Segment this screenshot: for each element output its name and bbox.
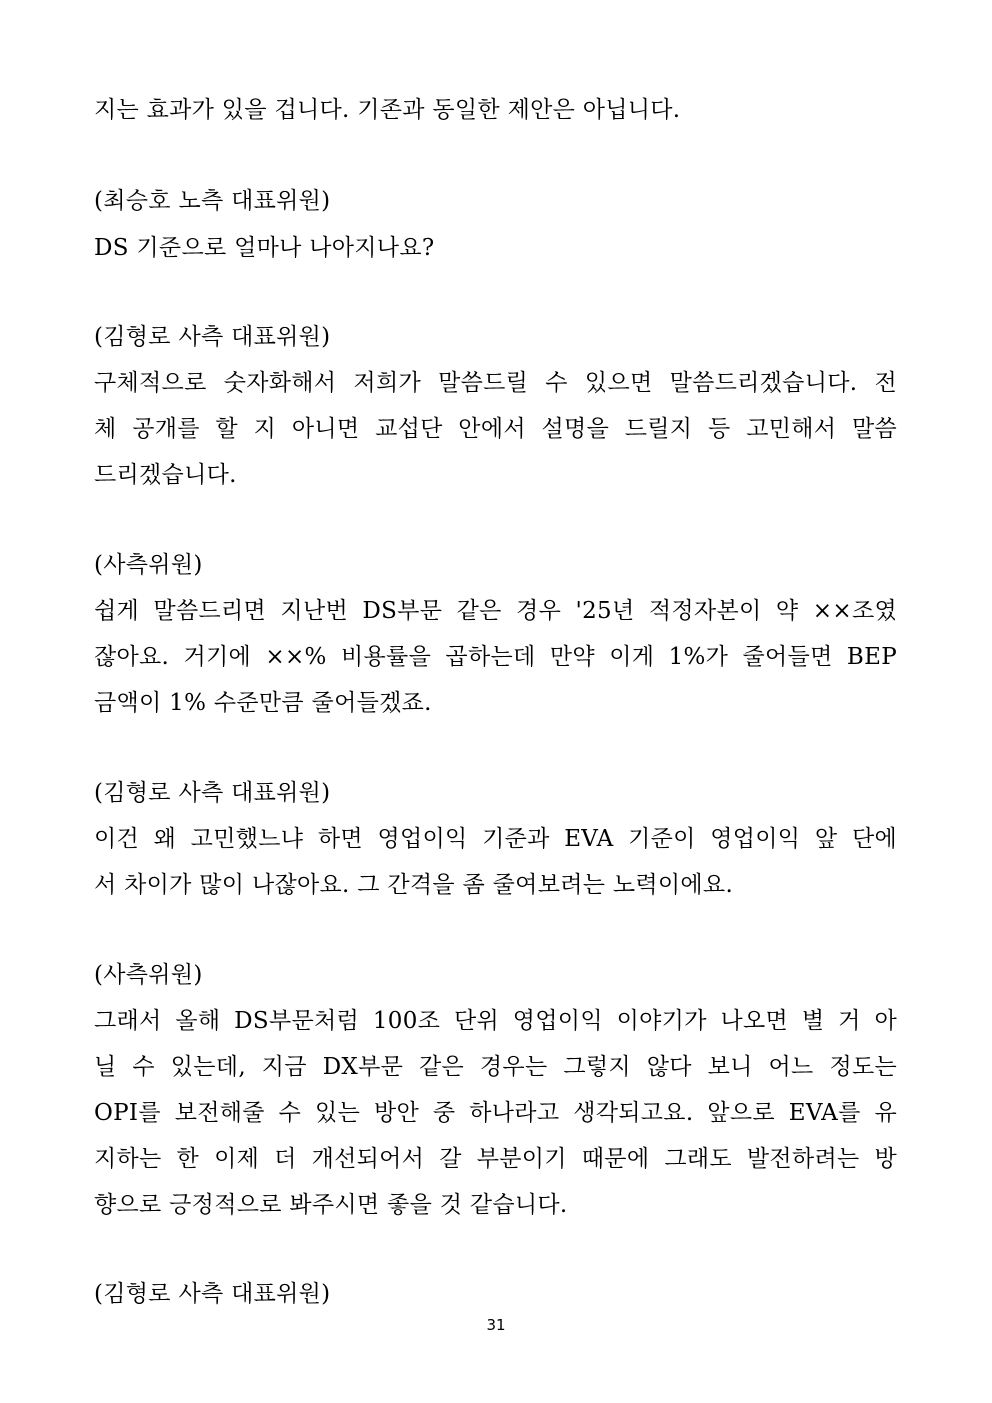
- paragraph-line: OPI를 보전해줄 수 있는 방안 중 하나라고 생각되고요. 앞으로 EVA를 유: [94, 1100, 897, 1126]
- paragraph-line: 그래서 올해 DS부문처럼 100조 단위 영업이익 이야기가 나오면 별 거 아: [94, 1008, 897, 1034]
- paragraph-line: 금액이 1% 수준만큼 줄어들겠죠.: [94, 690, 432, 716]
- speaker-label: (최승호 노측 대표위원): [94, 188, 331, 214]
- paragraph-line: 향으로 긍정적으로 봐주시면 좋을 것 같습니다.: [94, 1192, 568, 1218]
- speaker-label: (김형로 사측 대표위원): [94, 780, 331, 806]
- paragraph-line: 체 공개를 할 지 아니면 교섭단 안에서 설명을 드릴지 등 고민해서 말씀: [94, 416, 897, 442]
- paragraph-line: 닐 수 있는데, 지금 DX부문 같은 경우는 그렇지 않다 보니 어느 정도는: [94, 1054, 897, 1080]
- paragraph-line: 쉽게 말씀드리면 지난번 DS부문 같은 경우 '25년 적정자본이 약 ××조였: [94, 598, 897, 624]
- paragraph-line: DS 기준으로 얼마나 나아지나요?: [94, 235, 435, 261]
- speaker-label: (김형로 사측 대표위원): [94, 1281, 331, 1307]
- speaker-label: (김형로 사측 대표위원): [94, 324, 331, 350]
- paragraph-line: 잖아요. 거기에 ××% 비용률을 곱하는데 만약 이게 1%가 줄어들면 BEP: [94, 644, 897, 670]
- paragraph-line: 드리겠습니다.: [94, 462, 237, 488]
- speaker-label: (사측위원): [94, 552, 203, 578]
- page-number: 31: [486, 1316, 506, 1334]
- paragraph-line: 서 차이가 많이 나잖아요. 그 간격을 좀 줄여보려는 노력이에요.: [94, 872, 734, 898]
- paragraph-line: 구체적으로 숫자화해서 저희가 말씀드릴 수 있으면 말씀드리겠습니다. 전: [94, 370, 897, 396]
- paragraph-line: 지하는 한 이제 더 개선되어서 갈 부분이기 때문에 그래도 발전하려는 방: [94, 1146, 897, 1172]
- speaker-label: (사측위원): [94, 962, 203, 988]
- paragraph-line: 이건 왜 고민했느냐 하면 영업이익 기준과 EVA 기준이 영업이익 앞 단에: [94, 826, 897, 852]
- paragraph-line: 지는 효과가 있을 겁니다. 기존과 동일한 제안은 아닙니다.: [94, 97, 681, 123]
